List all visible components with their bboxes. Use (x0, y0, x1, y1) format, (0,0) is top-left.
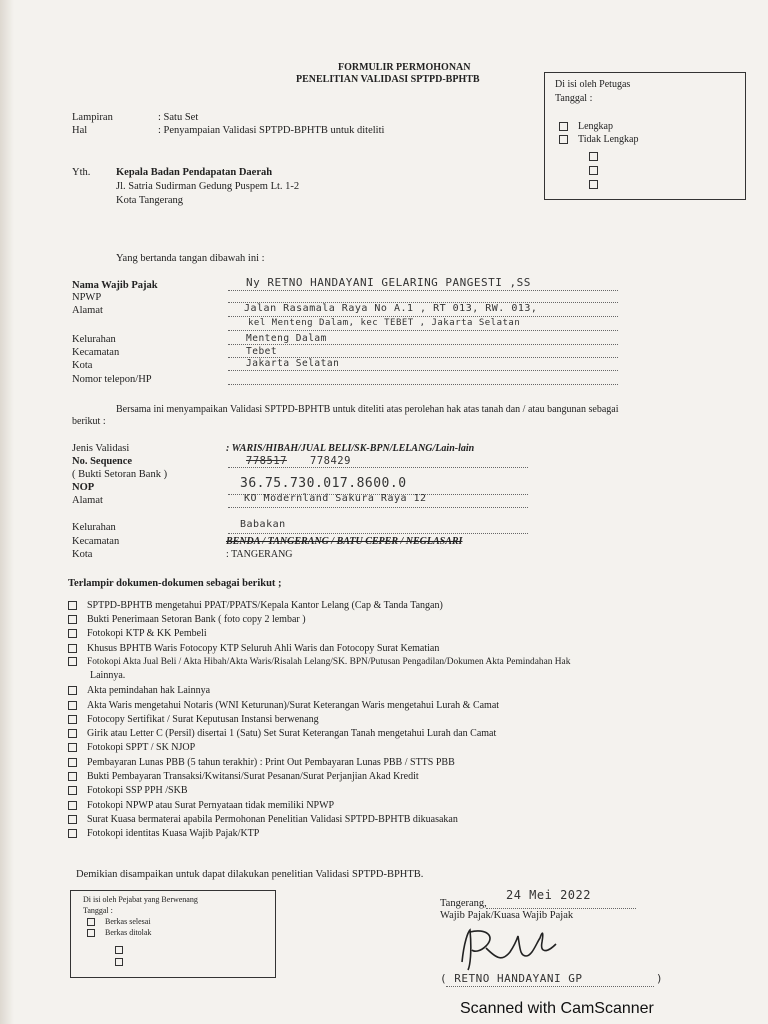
attachment-item[interactable]: Fotokopi KTP & KK Pembeli (68, 628, 207, 639)
form-title-line2: PENELITIAN VALIDASI SPTPD-BPHTB (296, 74, 480, 85)
nama-value[interactable]: Ny RETNO HANDAYANI GELARING PANGESTI ,SS (246, 276, 531, 289)
officer-box-date-label: Tanggal : (555, 93, 593, 104)
checkbox-icon[interactable] (68, 701, 77, 710)
official-option-selesai[interactable]: Berkas selesai (87, 917, 151, 926)
submission-text-line1: Bersama ini menyampaikan Validasi SPTPD-BPHTB untuk diteliti atas perolehan hak atas tanah dan / atau bangunan sebagai (116, 404, 619, 415)
attachment-item[interactable]: Fotokopi SSP PPH /SKB (68, 785, 188, 796)
alamat-line-1 (228, 316, 618, 317)
sequence-line (228, 467, 528, 468)
kelurahan-line (228, 344, 618, 345)
checkbox-icon[interactable] (68, 686, 77, 695)
kecamatan-value[interactable]: Tebet (246, 346, 278, 357)
kecamatan-objek-value[interactable]: BENDA / TANGERANG / BATU CEPER / NEGLASARI (226, 536, 463, 547)
attachment-item[interactable]: SPTPD-BPHTB mengetahui PPAT/PPATS/Kepala Kantor Lelang (Cap & Tanda Tangan) (68, 600, 443, 611)
official-option-blank-2[interactable] (115, 953, 133, 971)
attachment-item[interactable]: Fotokopi NPWP atau Surat Pernyataan tidak memiliki NPWP (68, 800, 334, 811)
checkbox-icon[interactable] (68, 772, 77, 781)
checkbox-icon[interactable] (68, 644, 77, 653)
kelurahan-value[interactable]: Menteng Dalam (246, 333, 327, 344)
checkbox-icon[interactable] (68, 615, 77, 624)
checkbox-icon[interactable] (68, 829, 77, 838)
signature-close-paren: ) (656, 972, 664, 985)
label-alamat: Alamat (72, 305, 103, 316)
checkbox-icon[interactable] (68, 743, 77, 752)
kelurahan-objek-value[interactable]: Babakan (240, 519, 286, 530)
nop-value[interactable]: 36.75.730.017.8600.0 (240, 476, 407, 491)
attachment-item[interactable]: Bukti Pembayaran Transaksi/Kwitansi/Surat Pesanan/Surat Perjanjian Akad Kredit (68, 771, 419, 782)
checkbox-icon[interactable] (68, 786, 77, 795)
checkbox-icon[interactable] (68, 758, 77, 767)
checkbox-icon[interactable] (589, 180, 598, 189)
attachment-item[interactable]: Akta pemindahan hak Lainnya (68, 685, 210, 696)
intro-text: Yang bertanda tangan dibawah ini : (116, 253, 265, 264)
telepon-line (228, 384, 618, 385)
label-npwp: NPWP (72, 292, 102, 303)
alamat-objek-line (228, 507, 528, 508)
jenis-validasi-value[interactable]: : WARIS/HIBAH/JUAL BELI/SK-BPN/LELANG/Lain-lain (226, 443, 475, 454)
signature-scribble (456, 922, 566, 974)
official-box-date-label: Tanggal : (83, 906, 113, 915)
officer-option-blank-1[interactable] (589, 151, 608, 162)
signature-place: Tangerang, (440, 898, 487, 909)
checkbox-icon[interactable] (559, 135, 568, 144)
kota-line (228, 370, 618, 371)
kota-value[interactable]: Jakarta Selatan (246, 358, 340, 369)
alamat-value-1[interactable]: Jalan Rasamala Raya No A.1 , RT 013, RW. 013, (244, 303, 538, 314)
addressee-line1: Kepala Badan Pendapatan Daerah (116, 167, 273, 178)
hal-value: : Penyampaian Validasi SPTPD-BPHTB untuk diteliti (158, 125, 385, 136)
checkbox-icon[interactable] (68, 801, 77, 810)
closing-text: Demikian disampaikan untuk dapat dilakukan penelitian Validasi SPTPD-BPHTB. (76, 869, 424, 880)
label-bukti-setoran: ( Bukti Setoran Bank ) (72, 469, 168, 480)
nama-line (228, 290, 618, 291)
lampiran-value: : Satu Set (158, 112, 199, 123)
checkbox-icon[interactable] (68, 601, 77, 610)
attachment-item[interactable]: Fotokopi SPPT / SK NJOP (68, 742, 195, 753)
sequence-value[interactable]: 778429 (310, 455, 351, 467)
attachment-item[interactable]: Fotokopi Akta Jual Beli / Akta Hibah/Akta Waris/Risalah Lelang/SK. BPN/Putusan Pengadilan/Dokumen Akta Pemindahan Hak (68, 657, 570, 667)
attachment-item[interactable]: Khusus BPHTB Waris Fotocopy KTP Seluruh Ahli Waris dan Fotocopy Surat Kematian (68, 643, 439, 654)
attachment-item-continuation: Lainnya. (90, 670, 126, 681)
label-kelurahan-objek: Kelurahan (72, 522, 116, 533)
signature-date-line (486, 908, 636, 909)
checkbox-icon[interactable] (87, 929, 95, 937)
label-no-sequence: No. Sequence (72, 456, 133, 467)
addressee-line3: Kota Tangerang (116, 195, 184, 206)
checkbox-icon[interactable] (87, 918, 95, 926)
kelurahan-objek-line (228, 533, 528, 534)
label-kota: Kota (72, 360, 93, 371)
label-nop: NOP (72, 482, 95, 493)
yth-label: Yth. (72, 167, 91, 178)
addressee-line2: Jl. Satria Sudirman Gedung Puspem Lt. 1-2 (116, 181, 300, 192)
form-title-line1: FORMULIR PERMOHONAN (338, 62, 471, 73)
checkbox-icon[interactable] (68, 815, 77, 824)
label-telepon: Nomor telepon/HP (72, 374, 152, 385)
signature-role: Wajib Pajak/Kuasa Wajib Pajak (440, 910, 574, 921)
attachment-item[interactable]: Fotokopi identitas Kuasa Wajib Pajak/KTP (68, 828, 259, 839)
alamat-line-2 (228, 330, 618, 331)
checkbox-icon[interactable] (589, 166, 598, 175)
official-box-heading: Di isi oleh Pejabat yang Berwenang (83, 895, 198, 904)
officer-box (544, 72, 746, 200)
label-kecamatan: Kecamatan (72, 347, 120, 358)
label-alamat-objek: Alamat (72, 495, 103, 506)
officer-box-heading: Di isi oleh Petugas (555, 79, 631, 90)
official-option-ditolak[interactable]: Berkas ditolak (87, 928, 151, 937)
signature-name: ( RETNO HANDAYANI GP (440, 972, 583, 985)
hal-label: Hal (72, 125, 88, 136)
officer-option-blank-2[interactable] (589, 165, 608, 176)
official-box (70, 890, 276, 978)
submission-text-line2: berikut : (72, 416, 106, 427)
camscanner-watermark: Scanned with CamScanner (460, 1000, 654, 1017)
signature-date[interactable]: 24 Mei 2022 (506, 888, 591, 902)
officer-option-tidak-lengkap[interactable]: Tidak Lengkap (559, 134, 638, 145)
attachments-heading: Terlampir dokumen-dokumen sebagai berikut ; (68, 578, 282, 589)
checkbox-icon[interactable] (68, 657, 77, 666)
label-nama-wajib-pajak: Nama Wajib Pajak (72, 280, 158, 291)
attachment-item[interactable]: Surat Kuasa bermaterai apabila Permohonan Penelitian Validasi SPTPD-BPHTB dikuasakan (68, 814, 458, 825)
attachment-item[interactable]: Akta Waris mengetahui Notaris (WNI Keturunan)/Surat Keterangan Waris mengetahui Lurah & Camat (68, 700, 499, 711)
signature-name-line (446, 986, 654, 987)
checkbox-icon[interactable] (68, 729, 77, 738)
sequence-struck-value: 778517 (246, 455, 287, 467)
alamat-objek-value[interactable]: KO Modernland Sakura Raya 12 (244, 493, 427, 504)
label-kecamatan-objek: Kecamatan (72, 536, 120, 547)
lampiran-label: Lampiran (72, 112, 113, 123)
attachment-item[interactable]: Fotocopy Sertifikat / Surat Keputusan Instansi berwenang (68, 714, 319, 725)
checkbox-icon[interactable] (68, 629, 77, 638)
label-kelurahan: Kelurahan (72, 334, 116, 345)
officer-option-lengkap[interactable]: Lengkap (559, 121, 613, 132)
officer-option-blank-3[interactable] (589, 179, 608, 190)
checkbox-icon[interactable] (589, 152, 598, 161)
checkbox-icon[interactable] (115, 958, 123, 966)
scan-edge-shadow (0, 0, 14, 1024)
checkbox-icon[interactable] (559, 122, 568, 131)
attachment-item[interactable]: Bukti Penerimaan Setoran Bank ( foto copy 2 lembar ) (68, 614, 306, 625)
alamat-value-2[interactable]: kel Menteng Dalam, kec TEBET , Jakarta Selatan (248, 318, 521, 328)
kota-objek-value: : TANGERANG (226, 549, 293, 560)
attachment-item[interactable]: Girik atau Letter C (Persil) disertai 1 (Satu) Set Surat Keterangan Tanah mengetahui Lurah dan Camat (68, 728, 496, 739)
label-kota-objek: Kota (72, 549, 93, 560)
attachment-item[interactable]: Pembayaran Lunas PBB (5 tahun terakhir) : Print Out Pembayaran Lunas PBB / STTS PBB (68, 757, 455, 768)
checkbox-icon[interactable] (68, 715, 77, 724)
label-jenis-validasi: Jenis Validasi (72, 443, 130, 454)
